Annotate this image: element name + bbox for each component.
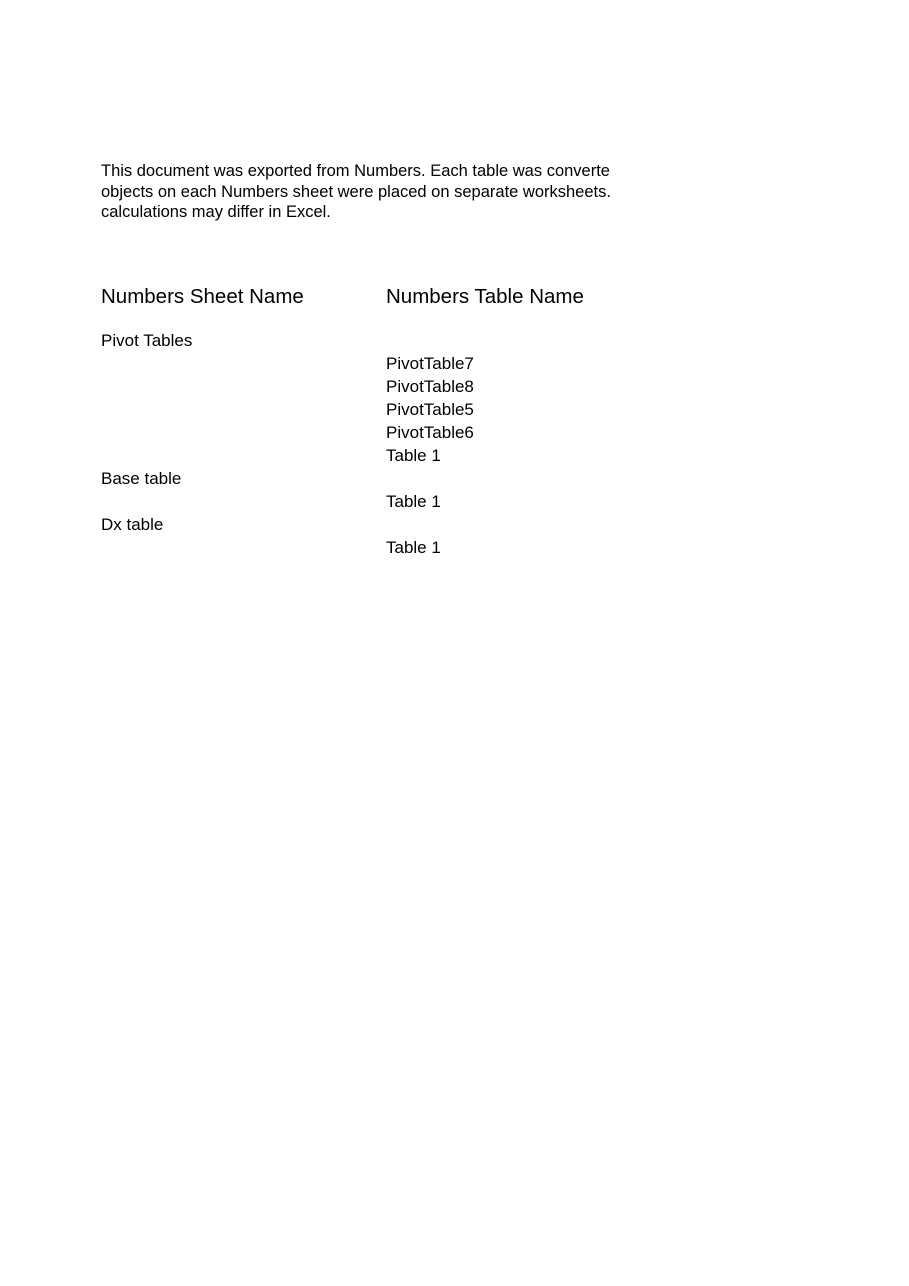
table-name-cell: Table 1 [386, 538, 441, 557]
sheet-name-cell: Dx table [101, 515, 164, 534]
table-name-cell: Table 1 [386, 492, 441, 511]
sheet-name-cell: Pivot Tables [101, 331, 193, 350]
table-name-cell: PivotTable6 [386, 423, 474, 442]
table-row [101, 467, 801, 490]
table-row [101, 421, 801, 444]
table-row [101, 329, 801, 352]
sheet-name-cell: Base table [101, 469, 182, 488]
intro-line: This document was exported from Numbers. Each table was converte [101, 162, 610, 180]
table-row [101, 352, 801, 375]
table-row [101, 513, 801, 536]
table-row [101, 444, 801, 467]
table-row [101, 375, 801, 398]
table-name-cell: PivotTable8 [386, 377, 474, 396]
intro-line: calculations may differ in Excel. [101, 203, 331, 221]
table-name-cell: PivotTable5 [386, 400, 474, 419]
table-name-cell: PivotTable7 [386, 354, 474, 373]
intro-paragraph [101, 161, 801, 223]
table-row [101, 490, 801, 513]
intro-line: objects on each Numbers sheet were placed on separate worksheets. [101, 182, 611, 201]
sheet-table-list [101, 329, 801, 559]
table-name-cell: Table 1 [386, 446, 441, 465]
table-row [101, 398, 801, 421]
table-name-header: Numbers Table Name [386, 285, 584, 308]
sheet-name-header: Numbers Sheet Name [101, 285, 304, 308]
table-row [101, 536, 801, 559]
